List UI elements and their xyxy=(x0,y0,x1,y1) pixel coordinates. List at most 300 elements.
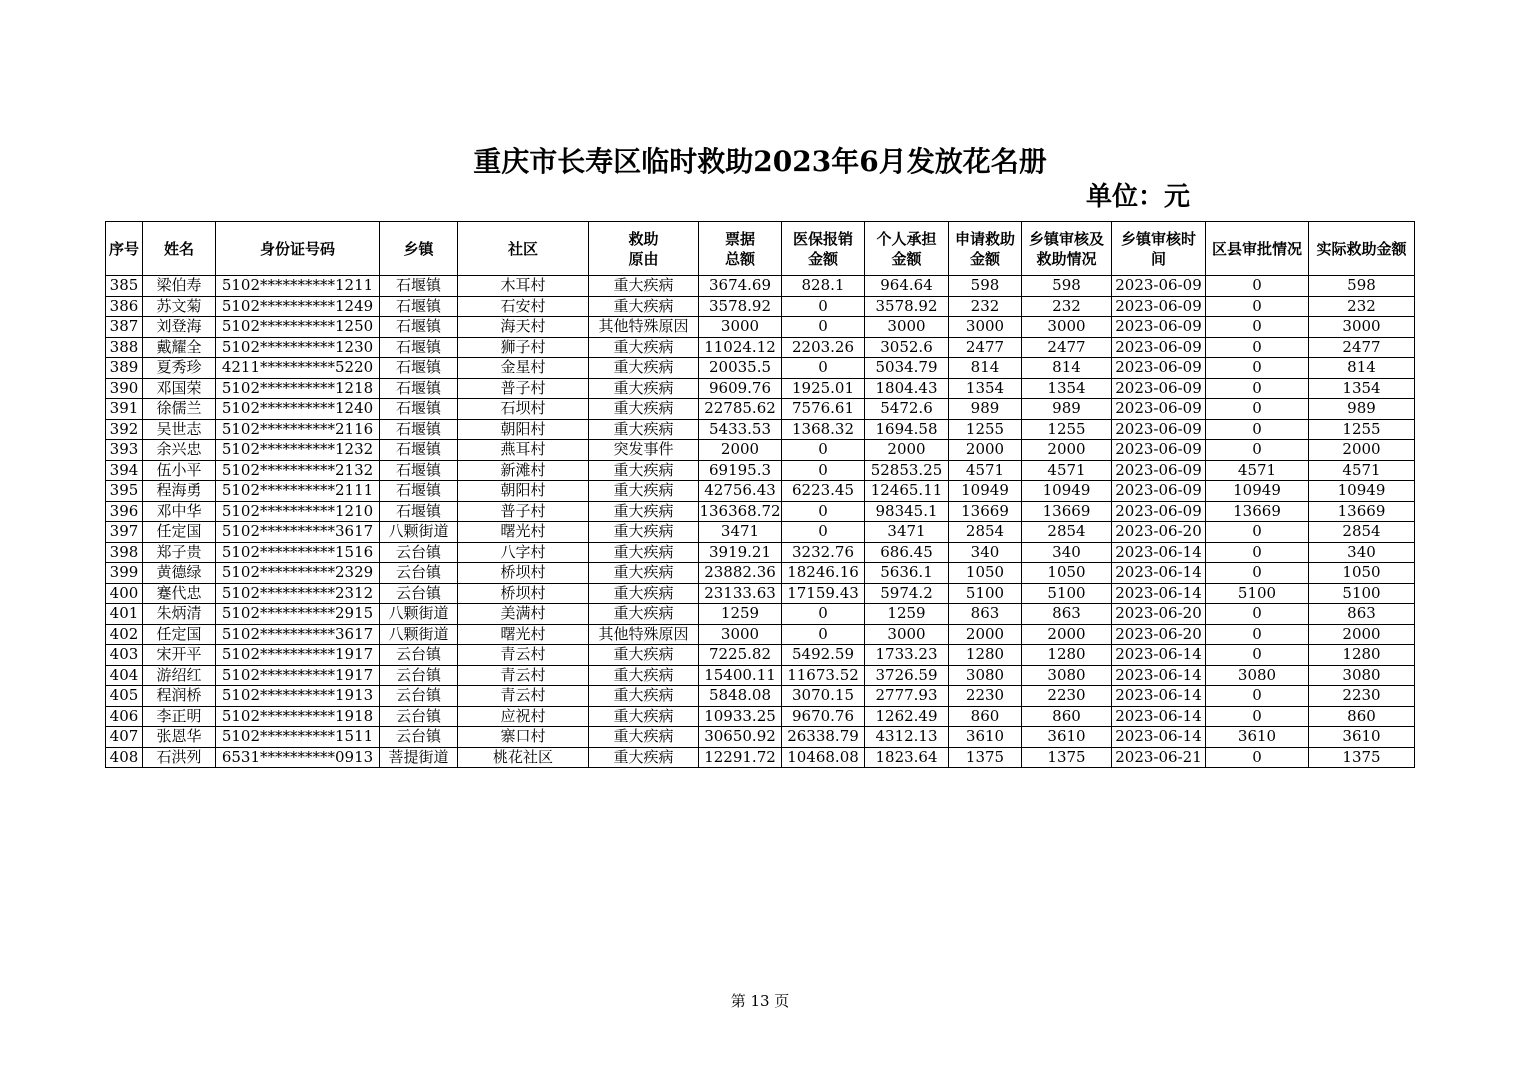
county-approval-cell: 0 xyxy=(1206,358,1309,379)
personal-cost-cell: 1259 xyxy=(865,604,949,625)
id-number-cell: 6531**********0913 xyxy=(216,747,380,768)
name-cell: 戴耀全 xyxy=(143,337,216,358)
table-row xyxy=(106,317,1415,338)
id-number-cell: 5102**********2111 xyxy=(216,481,380,502)
serial-cell: 387 xyxy=(106,317,143,338)
serial-cell: 398 xyxy=(106,542,143,563)
personal-cost-cell: 3578.92 xyxy=(865,296,949,317)
table-row xyxy=(106,399,1415,420)
requested-amount-cell: 2000 xyxy=(949,440,1022,461)
personal-cost-cell: 3726.59 xyxy=(865,665,949,686)
township-review-cell: 1375 xyxy=(1022,747,1112,768)
community-cell: 狮子村 xyxy=(458,337,589,358)
township-review-cell: 5100 xyxy=(1022,583,1112,604)
actual-amount-cell: 5100 xyxy=(1309,583,1415,604)
id-number-cell: 4211**********5220 xyxy=(216,358,380,379)
township-review-cell: 598 xyxy=(1022,276,1112,297)
bill-total-cell: 15400.11 xyxy=(699,665,782,686)
reason-cell: 重大疾病 xyxy=(589,296,699,317)
bill-total-cell: 1259 xyxy=(699,604,782,625)
township-cell: 云台镇 xyxy=(380,727,458,748)
township-cell: 云台镇 xyxy=(380,542,458,563)
serial-cell: 404 xyxy=(106,665,143,686)
insurance-cell: 10468.08 xyxy=(782,747,865,768)
insurance-cell: 11673.52 xyxy=(782,665,865,686)
table-row xyxy=(106,276,1415,297)
actual-amount-cell: 1354 xyxy=(1309,378,1415,399)
personal-cost-cell: 4312.13 xyxy=(865,727,949,748)
name-cell: 邓中华 xyxy=(143,501,216,522)
header-cell: 实际救助金额 xyxy=(1309,222,1415,276)
personal-cost-cell: 1694.58 xyxy=(865,419,949,440)
name-cell: 程润桥 xyxy=(143,686,216,707)
community-cell: 朝阳村 xyxy=(458,481,589,502)
township-cell: 云台镇 xyxy=(380,563,458,584)
bill-total-cell: 10933.25 xyxy=(699,706,782,727)
id-number-cell: 5102**********1918 xyxy=(216,706,380,727)
bill-total-cell: 42756.43 xyxy=(699,481,782,502)
insurance-cell: 3232.76 xyxy=(782,542,865,563)
bill-total-cell: 3000 xyxy=(699,317,782,338)
actual-amount-cell: 989 xyxy=(1309,399,1415,420)
header-cell: 姓名 xyxy=(143,222,216,276)
table-body xyxy=(106,276,1415,768)
header-cell: 乡镇审核及 救助情况 xyxy=(1022,222,1112,276)
township-cell: 八颗街道 xyxy=(380,522,458,543)
serial-cell: 389 xyxy=(106,358,143,379)
serial-cell: 395 xyxy=(106,481,143,502)
actual-amount-cell: 814 xyxy=(1309,358,1415,379)
township-cell: 石堰镇 xyxy=(380,358,458,379)
bill-total-cell: 136368.72 xyxy=(699,501,781,520)
actual-amount-cell: 1280 xyxy=(1309,645,1415,666)
actual-amount-cell: 4571 xyxy=(1309,460,1415,481)
county-approval-cell: 0 xyxy=(1206,296,1309,317)
community-cell: 美满村 xyxy=(458,604,589,625)
township-cell: 石堰镇 xyxy=(380,378,458,399)
reason-cell: 重大疾病 xyxy=(589,706,699,727)
name-cell: 邓国荣 xyxy=(143,378,216,399)
township-review-cell: 1280 xyxy=(1022,645,1112,666)
actual-amount-cell: 340 xyxy=(1309,542,1415,563)
name-cell: 刘登海 xyxy=(143,317,216,338)
reason-cell: 其他特殊原因 xyxy=(589,317,699,338)
township-review-cell: 1354 xyxy=(1022,378,1112,399)
reason-cell: 重大疾病 xyxy=(589,563,699,584)
community-cell: 朝阳村 xyxy=(458,419,589,440)
name-cell: 李正明 xyxy=(143,706,216,727)
serial-cell: 401 xyxy=(106,604,143,625)
insurance-cell: 0 xyxy=(782,317,865,338)
bill-total-cell: 3674.69 xyxy=(699,276,782,297)
township-review-cell: 2854 xyxy=(1022,522,1112,543)
requested-amount-cell: 1375 xyxy=(949,747,1022,768)
table-row xyxy=(106,419,1415,440)
id-number-cell: 5102**********1240 xyxy=(216,399,380,420)
county-approval-cell: 0 xyxy=(1206,706,1309,727)
table-row xyxy=(106,563,1415,584)
personal-cost-cell: 686.45 xyxy=(865,542,949,563)
review-date-cell: 2023-06-09 xyxy=(1112,399,1206,420)
review-date-cell: 2023-06-09 xyxy=(1112,296,1206,317)
actual-amount-cell: 3000 xyxy=(1309,317,1415,338)
township-cell: 云台镇 xyxy=(380,706,458,727)
county-approval-cell: 0 xyxy=(1206,399,1309,420)
county-approval-cell: 4571 xyxy=(1206,460,1309,481)
bill-total-cell: 2000 xyxy=(699,440,782,461)
id-number-cell: 5102**********1511 xyxy=(216,727,380,748)
insurance-cell: 7576.61 xyxy=(782,399,865,420)
review-date-cell: 2023-06-14 xyxy=(1112,583,1206,604)
personal-cost-cell: 3052.6 xyxy=(865,337,949,358)
serial-cell: 407 xyxy=(106,727,143,748)
township-review-cell: 10949 xyxy=(1022,481,1112,502)
header-cell: 序号 xyxy=(106,222,143,276)
county-approval-cell: 0 xyxy=(1206,419,1309,440)
serial-cell: 402 xyxy=(106,624,143,645)
community-cell: 曙光村 xyxy=(458,522,589,543)
county-approval-cell: 0 xyxy=(1206,604,1309,625)
township-cell: 菩提街道 xyxy=(380,747,458,768)
bill-total-cell: 7225.82 xyxy=(699,645,782,666)
township-review-cell: 3610 xyxy=(1022,727,1112,748)
actual-amount-cell: 10949 xyxy=(1309,481,1415,502)
personal-cost-cell: 964.64 xyxy=(865,276,949,297)
reason-cell: 重大疾病 xyxy=(589,481,699,502)
township-cell: 石堰镇 xyxy=(380,337,458,358)
requested-amount-cell: 1354 xyxy=(949,378,1022,399)
personal-cost-cell: 1733.23 xyxy=(865,645,949,666)
serial-cell: 397 xyxy=(106,522,143,543)
id-number-cell: 5102**********2132 xyxy=(216,460,380,481)
actual-amount-cell: 860 xyxy=(1309,706,1415,727)
serial-cell: 408 xyxy=(106,747,143,768)
insurance-cell: 18246.16 xyxy=(782,563,865,584)
township-review-cell: 1050 xyxy=(1022,563,1112,584)
personal-cost-cell: 5974.2 xyxy=(865,583,949,604)
review-date-cell: 2023-06-09 xyxy=(1112,419,1206,440)
insurance-cell: 9670.76 xyxy=(782,706,865,727)
county-approval-cell: 13669 xyxy=(1206,501,1309,522)
personal-cost-cell: 1804.43 xyxy=(865,378,949,399)
table-row xyxy=(106,542,1415,563)
table-row xyxy=(106,604,1415,625)
community-cell: 新滩村 xyxy=(458,460,589,481)
id-number-cell: 5102**********1250 xyxy=(216,317,380,338)
id-number-cell: 5102**********2312 xyxy=(216,583,380,604)
township-review-cell: 863 xyxy=(1022,604,1112,625)
table-row xyxy=(106,440,1415,461)
serial-cell: 399 xyxy=(106,563,143,584)
township-review-cell: 2230 xyxy=(1022,686,1112,707)
township-review-cell: 2000 xyxy=(1022,440,1112,461)
reason-cell: 其他特殊原因 xyxy=(589,624,699,645)
name-cell: 石洪列 xyxy=(143,747,216,768)
requested-amount-cell: 598 xyxy=(949,276,1022,297)
name-cell: 游绍红 xyxy=(143,665,216,686)
personal-cost-cell: 2777.93 xyxy=(865,686,949,707)
township-cell: 石堰镇 xyxy=(380,460,458,481)
reason-cell: 重大疾病 xyxy=(589,358,699,379)
township-cell: 云台镇 xyxy=(380,645,458,666)
community-cell: 金星村 xyxy=(458,358,589,379)
id-number-cell: 5102**********1917 xyxy=(216,665,380,686)
id-number-cell: 5102**********1218 xyxy=(216,378,380,399)
insurance-cell: 1925.01 xyxy=(782,378,865,399)
community-cell: 木耳村 xyxy=(458,276,589,297)
personal-cost-cell: 5034.79 xyxy=(865,358,949,379)
community-cell: 桥坝村 xyxy=(458,563,589,584)
insurance-cell: 0 xyxy=(782,624,865,645)
header-cell: 社区 xyxy=(458,222,589,276)
reason-cell: 重大疾病 xyxy=(589,686,699,707)
reason-cell: 重大疾病 xyxy=(589,727,699,748)
name-cell: 蹇代忠 xyxy=(143,583,216,604)
insurance-cell: 26338.79 xyxy=(782,727,865,748)
requested-amount-cell: 10949 xyxy=(949,481,1022,502)
actual-amount-cell: 232 xyxy=(1309,296,1415,317)
id-number-cell: 5102**********1230 xyxy=(216,337,380,358)
personal-cost-cell: 5636.1 xyxy=(865,563,949,584)
review-date-cell: 2023-06-14 xyxy=(1112,665,1206,686)
actual-amount-cell: 2000 xyxy=(1309,440,1415,461)
township-cell: 八颗街道 xyxy=(380,624,458,645)
table-row xyxy=(106,337,1415,358)
actual-amount-cell: 2230 xyxy=(1309,686,1415,707)
county-approval-cell: 0 xyxy=(1206,440,1309,461)
community-cell: 普子村 xyxy=(458,501,589,522)
personal-cost-cell: 3471 xyxy=(865,522,949,543)
requested-amount-cell: 2477 xyxy=(949,337,1022,358)
bill-total-cell: 3578.92 xyxy=(699,296,782,317)
header-cell: 个人承担 金额 xyxy=(865,222,949,276)
township-cell: 石堰镇 xyxy=(380,399,458,420)
name-cell: 苏文菊 xyxy=(143,296,216,317)
name-cell: 夏秀珍 xyxy=(143,358,216,379)
table-row xyxy=(106,645,1415,666)
reason-cell: 重大疾病 xyxy=(589,583,699,604)
personal-cost-cell: 12465.11 xyxy=(865,481,949,502)
personal-cost-cell: 1823.64 xyxy=(865,747,949,768)
name-cell: 黄德绿 xyxy=(143,563,216,584)
bill-total-cell: 23882.36 xyxy=(699,563,782,584)
name-cell: 任定国 xyxy=(143,522,216,543)
insurance-cell: 1368.32 xyxy=(782,419,865,440)
bill-total-cell: 9609.76 xyxy=(699,378,782,399)
personal-cost-cell: 5472.6 xyxy=(865,399,949,420)
requested-amount-cell: 340 xyxy=(949,542,1022,563)
actual-amount-cell: 2477 xyxy=(1309,337,1415,358)
name-cell: 程海勇 xyxy=(143,481,216,502)
actual-amount-cell: 598 xyxy=(1309,276,1415,297)
id-number-cell: 5102**********1249 xyxy=(216,296,380,317)
id-number-cell: 5102**********3617 xyxy=(216,624,380,645)
serial-cell: 385 xyxy=(106,276,143,297)
id-number-cell: 5102**********1913 xyxy=(216,686,380,707)
personal-cost-cell: 2000 xyxy=(865,440,949,461)
table-row xyxy=(106,481,1415,502)
community-cell: 应祝村 xyxy=(458,706,589,727)
requested-amount-cell: 3000 xyxy=(949,317,1022,338)
table-row xyxy=(106,460,1415,481)
review-date-cell: 2023-06-14 xyxy=(1112,686,1206,707)
township-review-cell: 2477 xyxy=(1022,337,1112,358)
bill-total-cell: 3919.21 xyxy=(699,542,782,563)
community-cell: 石坝村 xyxy=(458,399,589,420)
township-cell: 石堰镇 xyxy=(380,481,458,502)
name-cell: 郑子贵 xyxy=(143,542,216,563)
county-approval-cell: 0 xyxy=(1206,337,1309,358)
requested-amount-cell: 4571 xyxy=(949,460,1022,481)
bill-total-cell: 3000 xyxy=(699,624,782,645)
reason-cell: 重大疾病 xyxy=(589,645,699,666)
reason-cell: 突发事件 xyxy=(589,440,699,461)
county-approval-cell: 0 xyxy=(1206,378,1309,399)
township-cell: 石堰镇 xyxy=(380,440,458,461)
review-date-cell: 2023-06-09 xyxy=(1112,358,1206,379)
header-cell: 身份证号码 xyxy=(216,222,380,276)
reason-cell: 重大疾病 xyxy=(589,337,699,358)
reason-cell: 重大疾病 xyxy=(589,501,699,522)
requested-amount-cell: 2000 xyxy=(949,624,1022,645)
county-approval-cell: 0 xyxy=(1206,563,1309,584)
bill-total-cell: 30650.92 xyxy=(699,727,782,748)
community-cell: 海天村 xyxy=(458,317,589,338)
name-cell: 徐儒兰 xyxy=(143,399,216,420)
document-title: 重庆市长寿区临时救助2023年6月发放花名册 xyxy=(473,145,1047,178)
table-row xyxy=(106,358,1415,379)
header-cell: 乡镇审核时 间 xyxy=(1112,222,1206,276)
community-cell: 青云村 xyxy=(458,645,589,666)
requested-amount-cell: 1255 xyxy=(949,419,1022,440)
insurance-cell: 828.1 xyxy=(782,276,865,297)
bill-total-cell: 3471 xyxy=(699,522,782,543)
id-number-cell: 5102**********1211 xyxy=(216,276,380,297)
review-date-cell: 2023-06-09 xyxy=(1112,337,1206,358)
insurance-cell: 0 xyxy=(782,522,865,543)
reason-cell: 重大疾病 xyxy=(589,522,699,543)
table-row xyxy=(106,706,1415,727)
review-date-cell: 2023-06-21 xyxy=(1112,747,1206,768)
header-cell: 票据 总额 xyxy=(699,222,782,276)
bill-total-cell: 69195.3 xyxy=(699,460,782,481)
requested-amount-cell: 860 xyxy=(949,706,1022,727)
unit-label: 单位：元 xyxy=(1086,182,1191,212)
id-number-cell: 5102**********2329 xyxy=(216,563,380,584)
reason-cell: 重大疾病 xyxy=(589,747,699,768)
reason-cell: 重大疾病 xyxy=(589,460,699,481)
requested-amount-cell: 863 xyxy=(949,604,1022,625)
insurance-cell: 17159.43 xyxy=(782,583,865,604)
serial-cell: 388 xyxy=(106,337,143,358)
requested-amount-cell: 1280 xyxy=(949,645,1022,666)
township-review-cell: 13669 xyxy=(1022,501,1112,522)
serial-cell: 403 xyxy=(106,645,143,666)
actual-amount-cell: 1255 xyxy=(1309,419,1415,440)
personal-cost-cell: 1262.49 xyxy=(865,706,949,727)
personal-cost-cell: 98345.1 xyxy=(865,501,949,522)
id-number-cell: 5102**********1917 xyxy=(216,645,380,666)
id-number-cell: 5102**********2116 xyxy=(216,419,380,440)
name-cell: 张恩华 xyxy=(143,727,216,748)
review-date-cell: 2023-06-09 xyxy=(1112,440,1206,461)
actual-amount-cell: 3610 xyxy=(1309,727,1415,748)
requested-amount-cell: 814 xyxy=(949,358,1022,379)
actual-amount-cell: 863 xyxy=(1309,604,1415,625)
county-approval-cell: 0 xyxy=(1206,542,1309,563)
insurance-cell: 0 xyxy=(782,440,865,461)
review-date-cell: 2023-06-14 xyxy=(1112,706,1206,727)
personal-cost-cell: 3000 xyxy=(865,624,949,645)
reason-cell: 重大疾病 xyxy=(589,542,699,563)
serial-cell: 393 xyxy=(106,440,143,461)
serial-cell: 386 xyxy=(106,296,143,317)
community-cell: 青云村 xyxy=(458,686,589,707)
community-cell: 石安村 xyxy=(458,296,589,317)
name-cell: 吴世志 xyxy=(143,419,216,440)
review-date-cell: 2023-06-09 xyxy=(1112,276,1206,297)
bill-total-cell: 20035.5 xyxy=(699,358,782,379)
review-date-cell: 2023-06-20 xyxy=(1112,522,1206,543)
township-review-cell: 340 xyxy=(1022,542,1112,563)
insurance-cell: 0 xyxy=(782,296,865,317)
review-date-cell: 2023-06-20 xyxy=(1112,624,1206,645)
serial-cell: 391 xyxy=(106,399,143,420)
requested-amount-cell: 13669 xyxy=(949,501,1022,522)
actual-amount-cell: 1375 xyxy=(1309,747,1415,768)
insurance-cell: 0 xyxy=(782,501,865,522)
table-row xyxy=(106,378,1415,399)
county-approval-cell: 10949 xyxy=(1206,481,1309,502)
table-row xyxy=(106,686,1415,707)
review-date-cell: 2023-06-09 xyxy=(1112,378,1206,399)
id-number-cell: 5102**********1516 xyxy=(216,542,380,563)
bill-total-cell: 22785.62 xyxy=(699,399,782,420)
township-review-cell: 4571 xyxy=(1022,460,1112,481)
township-review-cell: 2000 xyxy=(1022,624,1112,645)
requested-amount-cell: 3080 xyxy=(949,665,1022,686)
table-row xyxy=(106,501,1415,522)
header-cell: 乡镇 xyxy=(380,222,458,276)
review-date-cell: 2023-06-09 xyxy=(1112,501,1206,522)
page-number: 第 13 页 xyxy=(730,992,790,1010)
township-cell: 石堰镇 xyxy=(380,419,458,440)
requested-amount-cell: 3610 xyxy=(949,727,1022,748)
table-row xyxy=(106,665,1415,686)
table-row xyxy=(106,727,1415,748)
requested-amount-cell: 2854 xyxy=(949,522,1022,543)
requested-amount-cell: 232 xyxy=(949,296,1022,317)
county-approval-cell: 0 xyxy=(1206,645,1309,666)
township-review-cell: 3080 xyxy=(1022,665,1112,686)
serial-cell: 390 xyxy=(106,378,143,399)
review-date-cell: 2023-06-14 xyxy=(1112,645,1206,666)
table-row xyxy=(106,624,1415,645)
community-cell: 桃花社区 xyxy=(458,747,589,768)
table-header-row xyxy=(106,222,1415,276)
actual-amount-cell: 2854 xyxy=(1309,522,1415,543)
name-cell: 任定国 xyxy=(143,624,216,645)
actual-amount-cell: 1050 xyxy=(1309,563,1415,584)
reason-cell: 重大疾病 xyxy=(589,604,699,625)
county-approval-cell: 0 xyxy=(1206,747,1309,768)
township-review-cell: 3000 xyxy=(1022,317,1112,338)
insurance-cell: 0 xyxy=(782,460,865,481)
township-review-cell: 860 xyxy=(1022,706,1112,727)
actual-amount-cell: 3080 xyxy=(1309,665,1415,686)
name-cell: 宋开平 xyxy=(143,645,216,666)
bill-total-cell: 23133.63 xyxy=(699,583,782,604)
